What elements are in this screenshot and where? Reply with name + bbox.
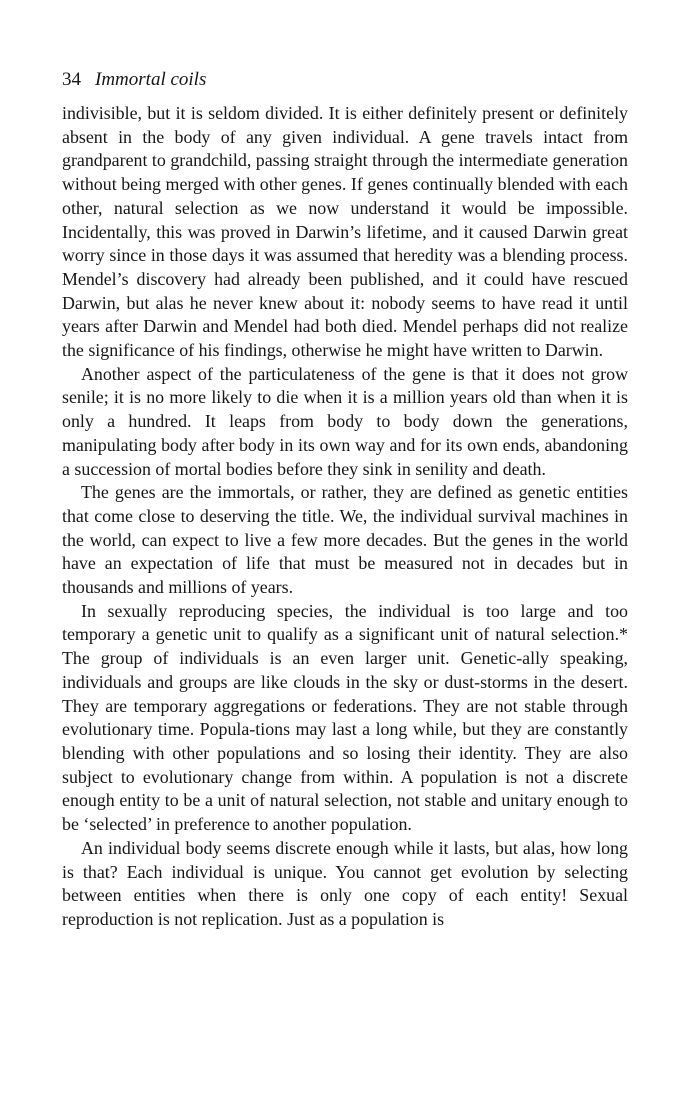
paragraph-sexual-reproduction: In sexually reproducing species, the individual is too large and too temporary a genetic unit to qualify as a significant unit of natural selection.* The group of individuals is an even larger unit. Genetic-ally speaking, individuals and groups are like clouds in the sky or dust-storms in the desert. They are temporary aggregations or federations. They are not stable through evolutionary time. Popula-tions may last a long while, but they are constantly blending with other populations and so losing their identity. They are also subject to evolutionary change from within. A population is not a discrete enough entity to be a unit of natural selection, not stable and unitary enough to be ‘selected’ in preference to another population. — [62, 600, 628, 835]
running-title: Immortal coils — [95, 69, 207, 90]
body-text — [62, 102, 628, 932]
paragraph-particulateness: Another aspect of the particulateness of the gene is that it does not grow senile; it is no more likely to die when it is a million years old than when it is only a hundred. It leaps from body to body down the generations, manipulating body after body in its own way and for its own ends, abandoning a succession of mortal bodies before they sink in senility and death. — [62, 363, 628, 479]
paragraph-immortals: The genes are the immortals, or rather, they are defined as genetic entities that come close to deserving the title. We, the individual survival machines in the world, can expect to live a few more decades. But the genes in the world have an expectation of life that must be measured not in decades but in thousands and millions of years. — [62, 482, 628, 598]
paragraph-individual-body: An individual body seems discrete enough while it lasts, but alas, how long is that? Each individual is unique. You cannot get evolution by selecting between entities when there is only one copy of each entity! Sexual reproduction is not replication. Just as a population is — [62, 837, 628, 929]
running-header — [62, 68, 628, 102]
page-number: 34 — [62, 69, 81, 90]
book-page — [62, 68, 628, 932]
paragraph-continued: indivisible, but it is seldom divided. It is either definitely present or definitely absent in the body of any given individual. A gene travels intact from grandparent to grandchild, passing straight through the intermediate generation without being merged with other genes. If genes continually blended with each other, natural selection as we now understand it would be impossible. Incidentally, this was proved in Darwin’s lifetime, and it caused Darwin great worry since in those days it was assumed that heredity was a blending process. Mendel’s discovery had already been published, and it could have rescued Darwin, but alas he never knew about it: nobody seems to have read it until years after Darwin and Mendel had both died. Mendel perhaps did not realize the significance of his findings, otherwise he might have written to Darwin. — [62, 103, 628, 361]
